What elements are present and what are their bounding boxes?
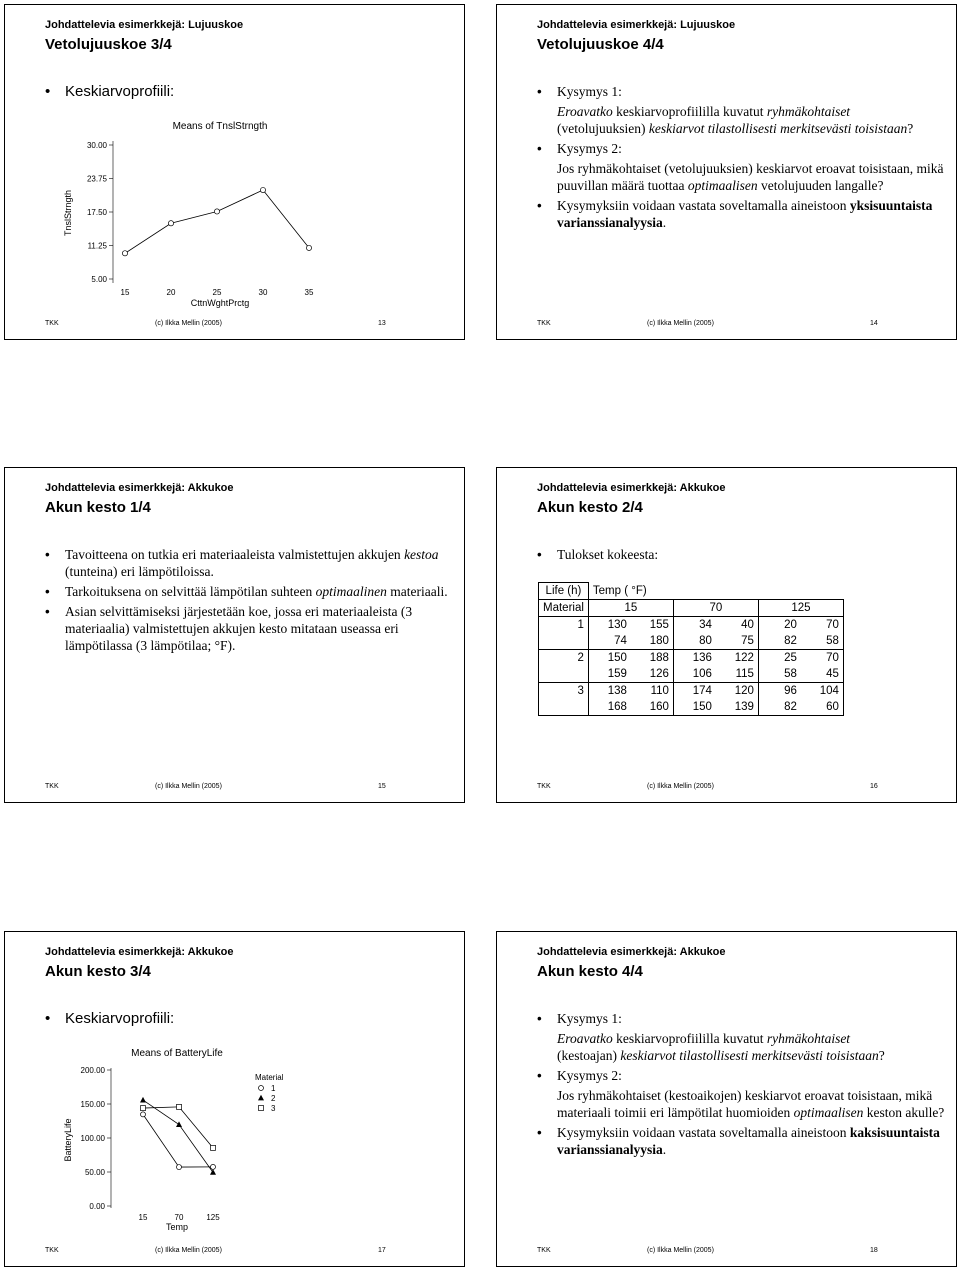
footer-copyright: (c) Ilkka Mellin (2005) — [647, 1247, 714, 1254]
question-1-text: Eroavatko keskiarvoprofiililla kuvatut ryhmäkohtaiset (vetolujuuksien) keskiarvot tilastollisesti merkitsevästi toisistaan? — [557, 104, 914, 136]
material-cell — [539, 666, 589, 683]
footer-copyright: (c) Ilkka Mellin (2005) — [155, 1247, 222, 1254]
temp-70: 70 — [673, 600, 758, 617]
value-cell: 45 — [801, 666, 844, 683]
data-point — [214, 209, 219, 214]
value-cell: 70 — [801, 617, 844, 634]
page-number: 16 — [870, 783, 878, 790]
value-cell: 120 — [716, 683, 759, 700]
slide-header: Johdattelevia esimerkkejä: Lujuuskoe — [45, 19, 244, 31]
answer-bullet: • Kysymyksiin voidaan vastata soveltamalla aineistoon yksisuuntaista varianssianalyysia. — [537, 197, 947, 231]
value-cell: 188 — [631, 650, 674, 667]
value-cell: 160 — [631, 699, 674, 716]
life-header: Life (h) — [539, 583, 589, 600]
data-point-1 — [177, 1165, 182, 1170]
value-cell: 75 — [716, 633, 759, 650]
value-cell: 150 — [588, 650, 631, 667]
y-tick-label: 11.25 — [87, 241, 107, 251]
series-line-1 — [143, 1114, 213, 1167]
footer-left: TKK — [537, 320, 551, 327]
slide-header: Johdattelevia esimerkkejä: Akkukoe — [45, 946, 234, 958]
question-1-label: • Kysymys 1: — [537, 1010, 947, 1027]
value-cell: 25 — [758, 650, 801, 667]
data-point — [260, 187, 265, 192]
slide-title: Akun kesto 2/4 — [537, 499, 643, 516]
bullet-results: • Tulokset kokeesta: — [537, 546, 947, 563]
bullet-purpose: • Tarkoituksena on selvittää lämpötilan suhteen optimaalinen materiaali. — [45, 583, 455, 600]
footer-copyright: (c) Ilkka Mellin (2005) — [155, 783, 222, 790]
value-cell: 168 — [588, 699, 631, 716]
slide-16 — [496, 467, 957, 803]
series-line-3 — [143, 1107, 213, 1148]
slide-17 — [4, 931, 465, 1267]
legend-marker-3 — [259, 1106, 264, 1111]
legend-label-3: 3 — [271, 1104, 276, 1113]
footer-left: TKK — [537, 783, 551, 790]
data-point-3 — [141, 1106, 146, 1111]
value-cell: 104 — [801, 683, 844, 700]
data-point-1 — [141, 1112, 146, 1117]
slide-14 — [496, 4, 957, 340]
slide-title: Akun kesto 3/4 — [45, 963, 151, 980]
y-tick-label: 5.00 — [91, 275, 107, 284]
legend-marker-2 — [258, 1095, 264, 1101]
legend-marker-1 — [259, 1086, 264, 1091]
value-cell: 60 — [801, 699, 844, 716]
slide-title: Akun kesto 4/4 — [537, 963, 643, 980]
x-tick-label: 25 — [212, 288, 222, 297]
material-cell: 3 — [539, 683, 589, 700]
data-point-3 — [211, 1145, 216, 1150]
value-cell: 34 — [673, 617, 716, 634]
value-cell: 180 — [631, 633, 674, 650]
x-tick-label: 15 — [120, 288, 130, 297]
x-axis-label: CttnWghtPrctg — [190, 298, 250, 308]
slide-header: Johdattelevia esimerkkejä: Akkukoe — [537, 946, 726, 958]
question-2-text: Jos ryhmäkohtaiset (kestoaikojen) keskiarvot eroavat toisistaan, mikä materiaali toimii eri lämpötilat huomioiden optimaalisen keston akulle? — [557, 1088, 945, 1120]
material-cell: 2 — [539, 650, 589, 667]
footer-left: TKK — [45, 320, 59, 327]
results-table — [538, 582, 844, 716]
value-cell: 70 — [801, 650, 844, 667]
value-cell: 174 — [673, 683, 716, 700]
y-tick-label: 23.75 — [86, 174, 107, 184]
legend-label-2: 2 — [271, 1094, 276, 1103]
footer-copyright: (c) Ilkka Mellin (2005) — [155, 320, 222, 327]
question-1-label: • Kysymys 1: — [537, 83, 947, 100]
x-axis-label: Temp — [165, 1222, 189, 1232]
chart-title: Means of BatteryLife — [131, 1048, 223, 1059]
slide-15 — [4, 467, 465, 803]
value-cell: 155 — [631, 617, 674, 634]
x-tick-label: 30 — [258, 288, 268, 297]
value-cell: 74 — [588, 633, 631, 650]
temp-header: Temp ( °F) — [588, 583, 843, 600]
table-row — [539, 666, 844, 683]
slide-header: Johdattelevia esimerkkejä: Akkukoe — [537, 482, 726, 494]
data-point-1 — [211, 1164, 216, 1169]
data-point — [306, 245, 311, 250]
bullet-experiment: • Asian selvittämiseksi järjestetään koe, jossa eri materiaaleista (3 materiaalia) valmistettujen akkujen kesto mitataan useassa eri lämpötilassa (3 lämpötilaa; °F). — [45, 603, 455, 654]
question-2-label: • Kysymys 2: — [537, 1067, 947, 1084]
value-cell: 130 — [588, 617, 631, 634]
series-line-2 — [143, 1100, 213, 1172]
data-point — [168, 221, 173, 226]
value-cell: 80 — [673, 633, 716, 650]
material-header: Material — [539, 600, 589, 617]
y-tick-label: 200.00 — [80, 1066, 105, 1075]
legend-label-1: 1 — [271, 1084, 276, 1093]
page-number: 13 — [378, 320, 386, 327]
results-table-wrapper — [538, 582, 844, 716]
temp-15: 15 — [588, 600, 673, 617]
y-tick-label: 100.00 — [80, 1134, 105, 1143]
bullet-keskiarvoprofiili: • Keskiarvoprofiili: — [45, 1010, 455, 1027]
slide-title: Akun kesto 1/4 — [45, 499, 151, 516]
answer-bullet: • Kysymyksiin voidaan vastata soveltamalla aineistoon kaksisuuntaista varianssianalyysia. — [537, 1124, 947, 1158]
slide-title: Vetolujuuskoe 4/4 — [537, 36, 664, 53]
bullet-keskiarvoprofiili: • Keskiarvoprofiili: — [45, 83, 455, 100]
footer-copyright: (c) Ilkka Mellin (2005) — [647, 783, 714, 790]
page-number: 18 — [870, 1247, 878, 1254]
x-tick-label: 15 — [138, 1213, 148, 1222]
slide-header: Johdattelevia esimerkkejä: Akkukoe — [45, 482, 234, 494]
value-cell: 126 — [631, 666, 674, 683]
data-point — [122, 251, 127, 256]
value-cell: 106 — [673, 666, 716, 683]
value-cell: 136 — [673, 650, 716, 667]
slide-header: Johdattelevia esimerkkejä: Lujuuskoe — [537, 19, 736, 31]
footer-left: TKK — [45, 1247, 59, 1254]
footer-left: TKK — [45, 783, 59, 790]
value-cell: 110 — [631, 683, 674, 700]
footer-copyright: (c) Ilkka Mellin (2005) — [647, 320, 714, 327]
temp-125: 125 — [758, 600, 843, 617]
legend-title: Material — [255, 1073, 284, 1082]
y-axis-label: BatteryLife — [63, 1118, 73, 1162]
tensile-strength-chart — [49, 113, 339, 323]
value-cell: 96 — [758, 683, 801, 700]
x-tick-label: 35 — [304, 288, 314, 297]
battery-life-chart — [49, 1040, 339, 1240]
table-row — [539, 699, 844, 716]
material-cell — [539, 699, 589, 716]
slide-18 — [496, 931, 957, 1267]
table-row — [539, 683, 844, 700]
value-cell: 40 — [716, 617, 759, 634]
material-cell — [539, 633, 589, 650]
x-tick-label: 20 — [166, 288, 176, 297]
y-tick-label: 150.00 — [80, 1100, 105, 1109]
slide-13 — [4, 4, 465, 340]
value-cell: 138 — [588, 683, 631, 700]
x-tick-label: 70 — [174, 1213, 184, 1222]
chart-title: Means of TnslStrngth — [172, 121, 268, 132]
data-point-2 — [140, 1097, 146, 1103]
table-row — [539, 617, 844, 634]
value-cell: 20 — [758, 617, 801, 634]
bullet-goal: • Tavoitteena on tutkia eri materiaaleista valmistettujen akkujen kestoa (tunteina) eri lämpötiloissa. — [45, 546, 455, 580]
value-cell: 122 — [716, 650, 759, 667]
y-tick-label: 30.00 — [86, 141, 107, 150]
x-tick-label: 125 — [206, 1213, 220, 1222]
page-number: 15 — [378, 783, 386, 790]
material-cell: 1 — [539, 617, 589, 634]
y-tick-label: 0.00 — [89, 1202, 105, 1211]
question-1-text: Eroavatko keskiarvoprofiililla kuvatut ryhmäkohtaiset (kestoajan) keskiarvot tilastollisesti merkitsevästi toisistaan? — [557, 1031, 885, 1063]
y-axis-label: TnslStrngth — [63, 189, 73, 237]
value-cell: 159 — [588, 666, 631, 683]
value-cell: 58 — [801, 633, 844, 650]
question-2-label: • Kysymys 2: — [537, 140, 947, 157]
value-cell: 115 — [716, 666, 759, 683]
y-tick-label: 50.00 — [84, 1168, 105, 1177]
footer-left: TKK — [537, 1247, 551, 1254]
value-cell: 58 — [758, 666, 801, 683]
value-cell: 82 — [758, 699, 801, 716]
slide-title: Vetolujuuskoe 3/4 — [45, 36, 172, 53]
question-2-text: Jos ryhmäkohtaiset (vetolujuuksien) keskiarvot eroavat toisistaan, mikä puuvillan määrä tuottaa optimaalisen vetolujuuden langalle? — [557, 161, 944, 193]
table-row — [539, 633, 844, 650]
page-number: 14 — [870, 320, 878, 327]
table-row — [539, 650, 844, 667]
page-number: 17 — [378, 1247, 386, 1254]
y-tick-label: 17.50 — [86, 208, 107, 217]
value-cell: 139 — [716, 699, 759, 716]
value-cell: 82 — [758, 633, 801, 650]
series-line — [125, 190, 309, 253]
data-point-2 — [176, 1121, 182, 1127]
data-point-3 — [177, 1104, 182, 1109]
value-cell: 150 — [673, 699, 716, 716]
